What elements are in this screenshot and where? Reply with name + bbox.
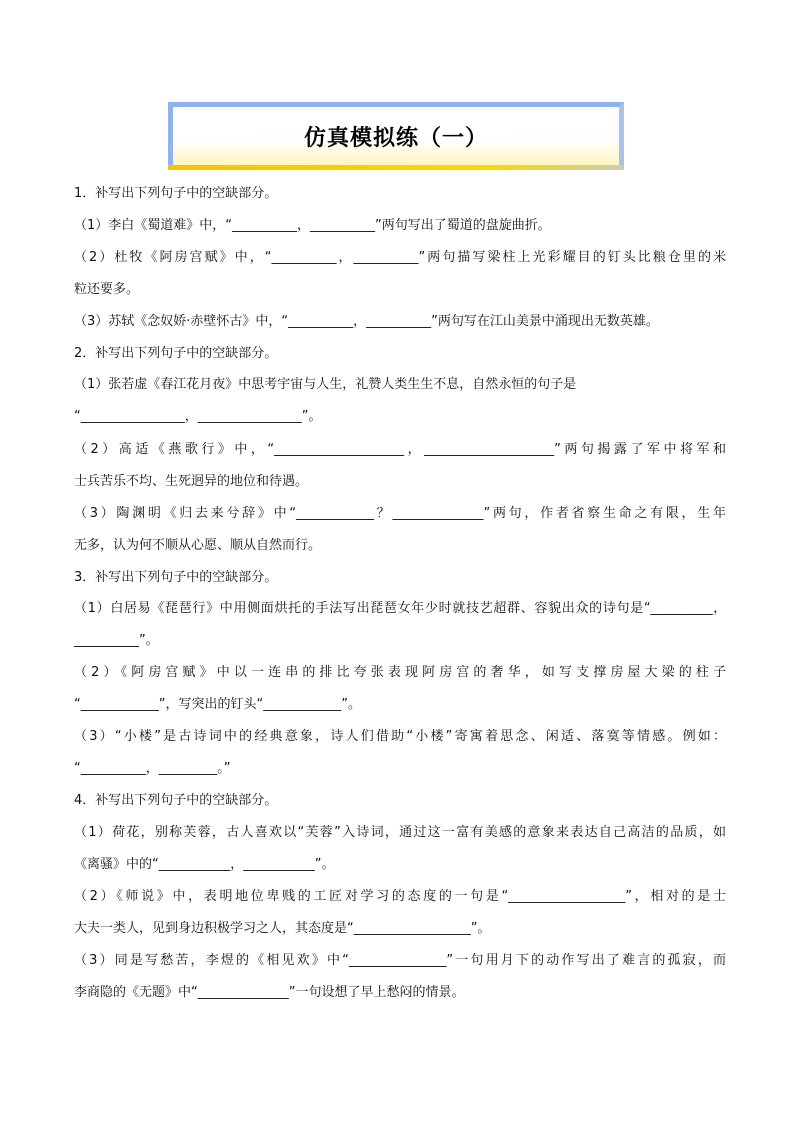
question-1-item-3: （3）苏轼《念奴娇·赤壁怀古》中，“__________，__________”两句写在江山美景中涌现出无数英雄。 — [74, 314, 659, 329]
question-2-item-1: （1）张若虚《春江花月夜》中思考宇宙与人生，礼赞人类生生不息，自然永恒的句子是 — [74, 377, 577, 392]
question-1-heading: 1．补写出下列句子中的空缺部分。 — [74, 186, 278, 201]
page-title: 仿真模拟练（一） — [303, 125, 488, 151]
question-3-item-3: （3）“小楼”是古诗词中的经典意象，诗人们借助“小楼”寄寓着思念、闲适、落寞等情感。例如： — [74, 729, 726, 744]
question-2-item-3-cont: 无多，认为何不顺从心愿、顺从自然而行。 — [74, 538, 322, 553]
question-3-item-3-cont: “__________，_________。” — [74, 761, 231, 776]
question-2-heading: 2．补写出下列句子中的空缺部分。 — [74, 346, 278, 361]
question-1-item-1: （1）李白《蜀道难》中，“__________，__________”两句写出了蜀道的盘旋曲折。 — [74, 218, 551, 233]
question-3-heading: 3．补写出下列句子中的空缺部分。 — [74, 570, 278, 585]
question-4-item-1-cont: 《离骚》中的“___________，___________”。 — [74, 857, 335, 872]
question-4-item-2-cont: 大夫一类人，见到身边积极学习之人，其态度是“__________________”。 — [74, 921, 491, 936]
question-3-item-2: （2）《阿房宫赋》中以一连串的排比夸张表现阿房宫的奢华，如写支撑房屋大梁的柱子 — [74, 665, 726, 680]
question-4-item-3-cont: 李商隐的《无题》中“______________”一句设想了早上愁闷的情景。 — [74, 985, 465, 1000]
question-2-item-1-cont: “________________，________________”。 — [74, 409, 322, 424]
question-2-item-3: （3）陶渊明《归去来兮辞》中“____________？______________”两句，作者省察生命之有限，生年 — [74, 506, 726, 521]
question-1-item-2: （2）杜牧《阿房宫赋》中，“__________，__________”两句描写梁柱上光彩耀目的钉头比粮仓里的米 — [74, 250, 726, 265]
question-3-item-2-cont: “____________”，写突出的钉头“____________”。 — [74, 697, 361, 712]
question-2-item-2-cont: 士兵苦乐不均、生死迥异的地位和待遇。 — [74, 474, 309, 489]
question-2-item-2: （2）高适《燕歌行》中，“____________________，____________________”两句揭露了军中将军和 — [74, 442, 726, 457]
question-3-item-1-cont: __________”。 — [74, 633, 159, 648]
question-1-item-2-cont: 粒还要多。 — [74, 282, 140, 297]
question-4-item-3: （3）同是写愁苦，李煜的《相见欢》中“_______________”一句用月下的动作写出了难言的孤寂，而 — [74, 953, 726, 968]
question-4-item-2: （2）《师说》中，表明地位卑贱的工匠对学习的态度的一句是“__________________”，相对的是士 — [74, 889, 726, 904]
question-3-item-1: （1）白居易《琵琶行》中用侧面烘托的手法写出琵琶女年少时就技艺超群、容貌出众的诗句是“__________， — [74, 601, 726, 616]
question-4-heading: 4．补写出下列句子中的空缺部分。 — [74, 793, 278, 808]
question-4-item-1: （1）荷花，别称芙蓉，古人喜欢以“芙蓉”入诗词，通过这一富有美感的意象来表达自己高洁的品质，如 — [74, 825, 726, 840]
title-box — [168, 102, 624, 170]
